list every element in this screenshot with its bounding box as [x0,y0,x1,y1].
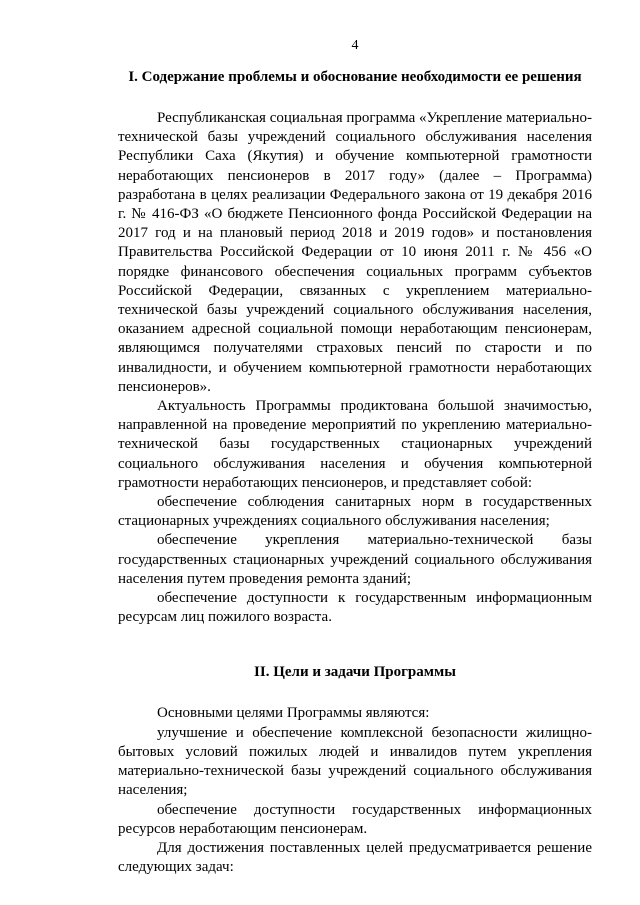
section-1-body [118,109,592,627]
section-2-paragraph-4: Для достижения поставленных целей предусматривается решение следующих задач: [118,839,592,876]
section-2-title: II. Цели и задачи Программы [254,664,456,681]
section-1-paragraph-5: обеспечение доступности к государственным информационным ресурсам лиц пожилого возраста. [118,590,592,626]
section-1-paragraph-2: Актуальность Программы продиктована большой значимостью, направленной на проведение мероприятий по укреплению материально-технической базы государственных стационарных учреждений социального обслуживания населения и обучения компьютерной грамотности неработающих пенсионеров, и представляет собой: [118,398,592,491]
section-2-paragraph-2: улучшение и обеспечение комплексной безопасности жилищно-бытовых условий пожилых людей и инвалидов путем укрепления материально-технической базы учреждений социального обслуживания населения; [118,724,592,799]
section-2-paragraph-3: обеспечение доступности государственных информационных ресурсов неработающим пенсионерам. [118,801,592,837]
section-2-paragraph-1: Основными целями Программы являются: [157,705,430,722]
section-2-body [118,704,592,877]
section-1-paragraph-1: Республиканская социальная программа «Укрепление материально-технической базы учреждений социального обслуживания населения Республики Саха (Якутия) и обучение компьютерной грамотности неработающих пенсионеров в 2017 году» (далее – Программа) разработана в целях реализации Федерального закона от 19 декабря 2016 г. № 416-ФЗ «О бюджете Пенсионного фонда Российской Федерации на 2017 год и на плановый период 2018 и 2019 годов» и постановления Правительства Российской Федерации от 10 июня 2011 г. № 456 «О порядке финансового обеспечения социальных программ субъектов Российской Федерации, связанных с укреплением материально-технической базы учреждений социального обслуживания населения, оказанием адресной социальной помощи неработающим пенсионерам, являющимся получателями страховых пенсий по старости и по инвалидности, и обучением компьютерной грамотности неработающих пенсионеров». [118,110,592,395]
section-1-title: I. Содержание проблемы и обоснование необходимости ее решения [128,69,582,85]
page-number: 4 [351,38,359,53]
section-1-paragraph-4: обеспечение укрепления материально-технической базы государственных стационарных учреждений социального обслуживания населения путем проведения ремонта зданий; [118,532,592,587]
section-1-paragraph-3: обеспечение соблюдения санитарных норм в государственных стационарных учреждениях социального обслуживания населения; [118,494,592,530]
